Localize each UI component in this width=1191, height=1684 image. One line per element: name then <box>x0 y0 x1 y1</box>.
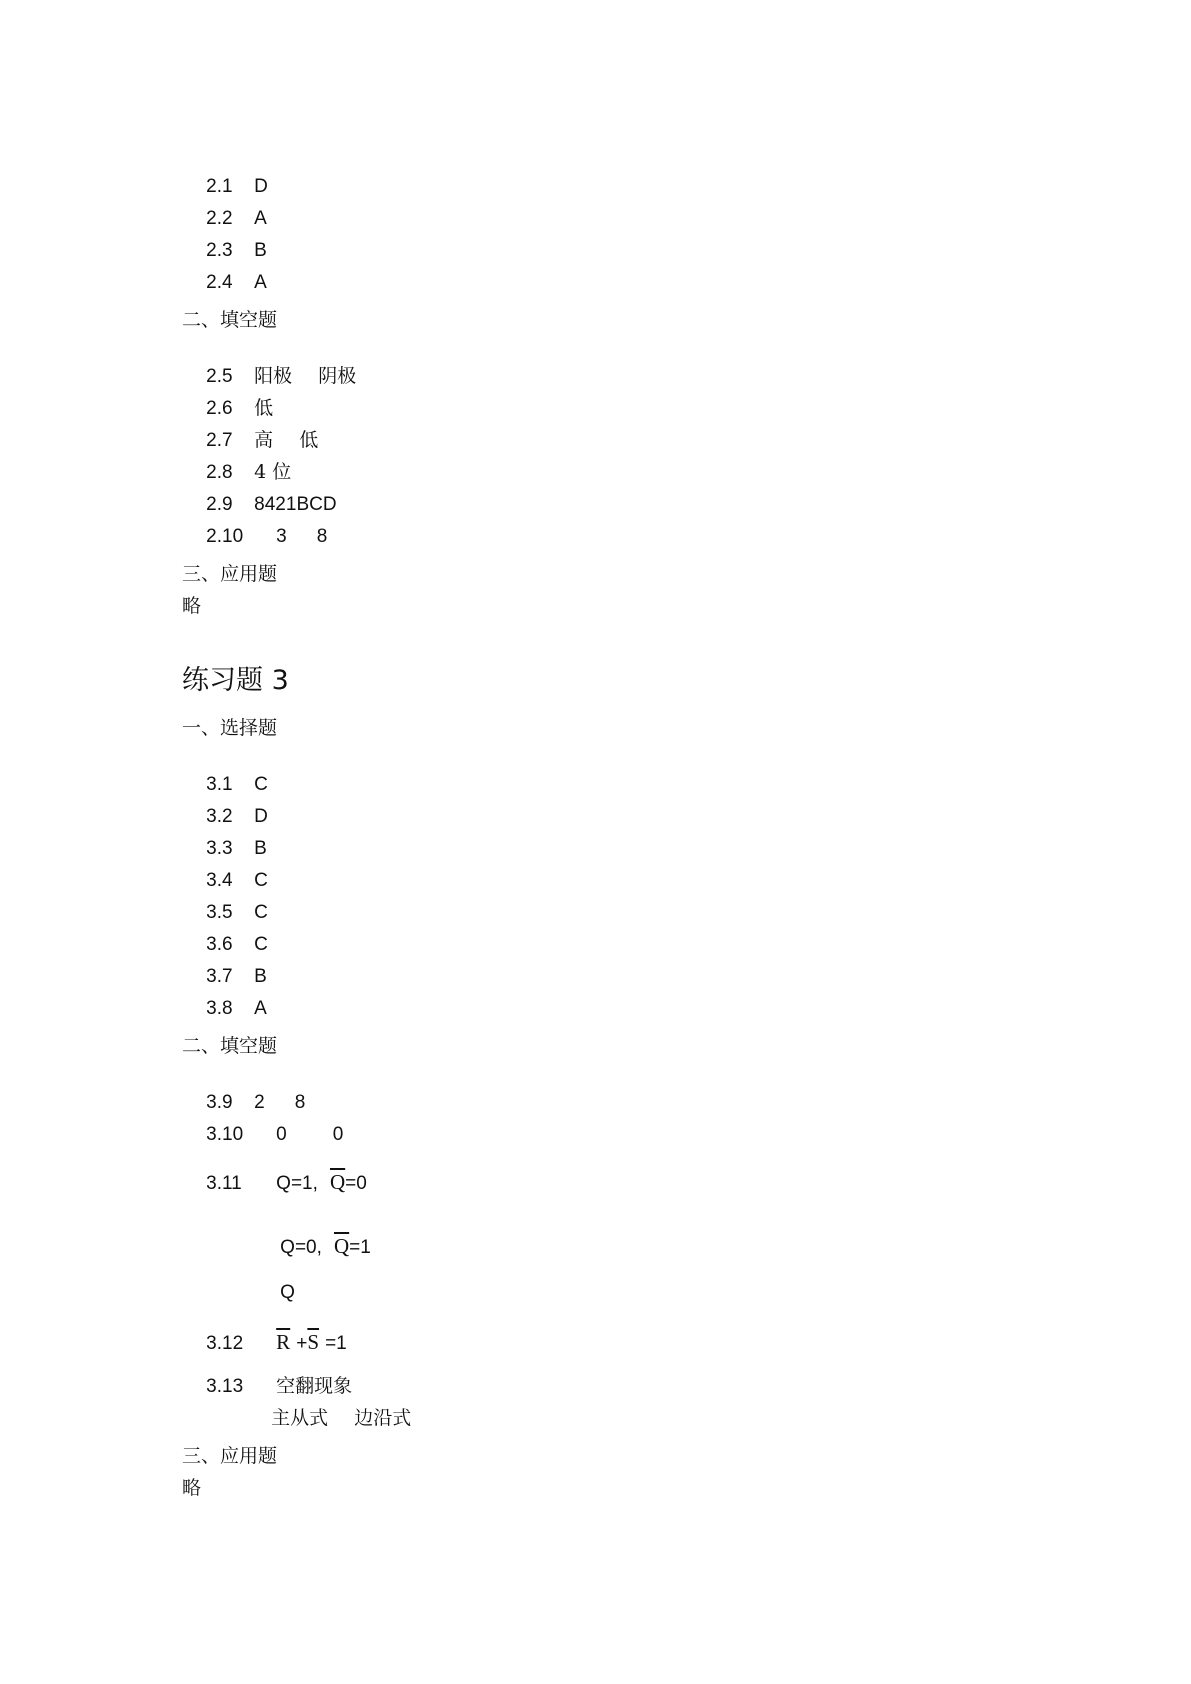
question-number: 3.5 <box>206 902 233 923</box>
answer-text: Q=1, <box>276 1173 318 1194</box>
answer-text: B <box>254 240 267 261</box>
answer-3-11 <box>182 1146 367 1220</box>
question-number: 3.1 <box>206 774 233 795</box>
answer-text: C <box>254 934 268 955</box>
application-answer: 略 <box>182 595 202 617</box>
question-number: 2.2 <box>206 208 233 229</box>
question-number: 3.11 <box>206 1173 242 1194</box>
question-number: 2.4 <box>206 272 233 293</box>
question-number: 2.6 <box>206 398 233 419</box>
answer-text: C <box>254 774 268 795</box>
answer-text: B <box>254 838 267 859</box>
section-title-fill: 二、填空题 <box>182 309 278 331</box>
answer-text: 0 <box>332 1124 344 1145</box>
plus-sign: + <box>296 1333 308 1354</box>
answer-text: 3 <box>276 526 287 547</box>
answer-text: Q <box>280 1282 295 1303</box>
answer-text: 8 <box>316 526 328 547</box>
answer-text: D <box>254 176 268 197</box>
question-number: 3.8 <box>206 998 233 1019</box>
r-bar-symbol: $\overline{R}$ <box>276 1330 291 1354</box>
answer-text: 空翻现象 <box>276 1375 353 1397</box>
application-answer-3: 略 <box>182 1477 202 1499</box>
answer-text: =1 <box>325 1333 347 1354</box>
question-number: 3.2 <box>206 806 233 827</box>
exercise-heading: 练习题 3 <box>182 665 289 696</box>
answer-text: C <box>254 902 268 923</box>
question-number: 2.3 <box>206 240 233 261</box>
question-number: 3.3 <box>206 838 233 859</box>
answer-text: 边沿式 <box>354 1407 412 1429</box>
answer-text: A <box>254 998 267 1019</box>
answer-text: 低 <box>254 397 274 419</box>
section-title-application: 三、应用题 <box>182 563 278 585</box>
answer-text: 阳极 <box>254 365 293 387</box>
question-number: 3.12 <box>206 1333 244 1354</box>
section-title-application-3: 三、应用题 <box>182 1445 278 1467</box>
question-number: 3.7 <box>206 966 233 987</box>
q-bar-symbol: $\overline{Q}$ <box>330 1170 346 1194</box>
answer-text: 8421BCD <box>254 494 337 515</box>
question-number: 2.8 <box>206 462 233 483</box>
answer-text: A <box>254 272 267 293</box>
answer-text: =1 <box>349 1237 371 1258</box>
answer-text: =0 <box>345 1173 367 1194</box>
answer-text: 2 <box>254 1092 265 1113</box>
answer-text: 高 <box>254 429 274 451</box>
answer-text: 4 位 <box>254 461 292 483</box>
question-number: 3.13 <box>206 1376 244 1397</box>
question-number: 3.6 <box>206 934 233 955</box>
answer-text: A <box>254 208 267 229</box>
question-number: 3.9 <box>206 1092 233 1113</box>
q-bar-symbol: $\overline{Q}$ <box>334 1234 350 1258</box>
s-bar-symbol: $\overline{S}$ <box>307 1330 320 1354</box>
answer-text: 阴极 <box>318 365 357 387</box>
answer-text: D <box>254 806 268 827</box>
question-number: 2.7 <box>206 430 233 451</box>
answer-text: B <box>254 966 267 987</box>
answer-text: 低 <box>299 429 319 451</box>
question-number: 2.5 <box>206 366 233 387</box>
answer-text: Q=0, <box>280 1237 322 1258</box>
question-number: 3.10 <box>206 1124 244 1145</box>
answer-text: C <box>254 870 268 891</box>
answer-text: 主从式 <box>271 1407 329 1429</box>
question-number: 2.1 <box>206 176 233 197</box>
question-number: 3.4 <box>206 870 233 891</box>
section-title-choice: 一、选择题 <box>182 717 278 739</box>
question-number: 2.9 <box>206 494 233 515</box>
question-number: 2.10 <box>206 526 244 547</box>
answer-text: 8 <box>294 1092 306 1113</box>
section-title-fill-3: 二、填空题 <box>182 1035 278 1057</box>
answer-text: 0 <box>276 1124 287 1145</box>
